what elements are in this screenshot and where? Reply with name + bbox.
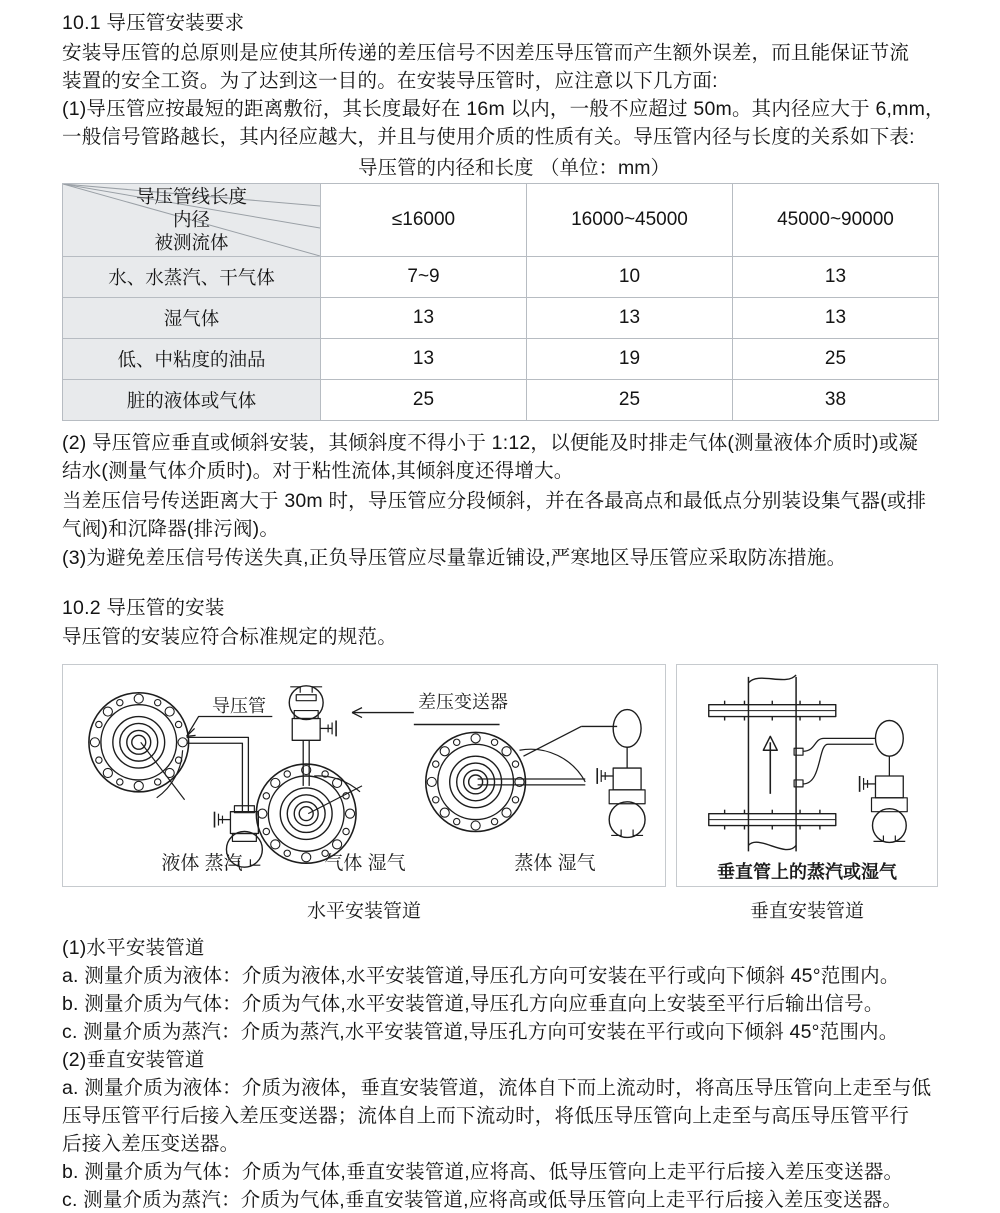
sub-section-2-item-b: b. 测量介质为气体：介质为气体,垂直安装管道,应将高、低导压管向上走平行后接入差压变送器。 xyxy=(62,1161,904,1183)
figure-label-gas-wet: 气体 湿气 xyxy=(324,853,406,874)
table-cell-r4c2: 25 xyxy=(527,380,733,421)
figure-label-liquid-steam: 液体 蒸汽 xyxy=(161,853,243,874)
callout-differential-transmitter: 差压变送器 xyxy=(418,692,508,712)
sub-section-2-item-a-line-2: 压导压管平行后接入差压变送器；流体自上而下流动时，将低压导压管向上走至与高压导压管平行 xyxy=(62,1105,910,1127)
section-10-1-paragraph-3: (1)导压管应按最短的距离敷衍，其长度最好在 16m 以内，一般不应超过 50m。其内径应大于 6,mm， xyxy=(62,98,945,120)
table-cell-r2c1: 13 xyxy=(321,298,527,339)
sub-section-2-item-c: c. 测量介质为蒸汽：介质为气体,垂直安装管道,应将高或低导压管向上走平行后接入差压变送器。 xyxy=(62,1189,903,1211)
table-cell-r2c3: 13 xyxy=(733,298,939,339)
table-row xyxy=(63,298,939,339)
section-10-2-heading: 10.2 导压管的安装 xyxy=(62,597,225,619)
figure-label-steam-wet: 蒸体 湿气 xyxy=(514,853,596,874)
table-row-label-2: 湿气体 xyxy=(63,298,321,339)
table-row-label-3: 低、中粘度的油品 xyxy=(63,339,321,380)
table-cell-r1c1: 7~9 xyxy=(321,257,527,298)
table-cell-r2c2: 13 xyxy=(527,298,733,339)
pipe-dimension-table xyxy=(62,183,939,421)
table-column-header-1: ≤16000 xyxy=(321,184,527,257)
table-row-label-1: 水、水蒸汽、干气体 xyxy=(63,257,321,298)
sub-section-1-heading: (1)水平安装管道 xyxy=(62,937,205,959)
figure-vertical-installation xyxy=(676,664,938,887)
section-10-1-after-paragraph-4: 气阀)和沉降器(排污阀)。 xyxy=(62,518,280,540)
corner-label-fluid: 被测流体 xyxy=(154,232,229,253)
sub-section-1-item-b: b. 测量介质为气体：介质为气体,水平安装管道,导压孔方向应垂直向上安装至平行后输出信号。 xyxy=(62,993,884,1015)
vertical-installation-diagram-icon xyxy=(677,665,937,886)
section-10-1-after-paragraph-3: 当差压信号传送距离大于 30m 时，导压管应分段倾斜，并在各最高点和最低点分别装设集气器(或排 xyxy=(62,490,927,512)
section-10-2-intro: 导压管的安装应符合标准规定的规范。 xyxy=(62,626,397,648)
section-10-1-paragraph-1: 安装导压管的总原则是应使其所传递的差压信号不因差压导压管而产生额外误差，而且能保证节流 xyxy=(62,42,910,64)
section-10-1-paragraph-4: 一般信号管路越长，其内径应越大，并且与使用介质的性质有关。导压管内径与长度的关系如下表: xyxy=(62,126,915,148)
table-row-label-4: 脏的液体或气体 xyxy=(63,380,321,421)
sub-section-1-item-a: a. 测量介质为液体：介质为液体,水平安装管道,导压孔方向可安装在平行或向下倾斜 45°范围内。 xyxy=(62,965,900,987)
table-row xyxy=(63,380,939,421)
table-header-row xyxy=(63,184,939,257)
table-cell-r4c1: 25 xyxy=(321,380,527,421)
table-column-header-3: 45000~90000 xyxy=(733,184,939,257)
table-cell-r3c2: 19 xyxy=(527,339,733,380)
table-cell-r1c2: 10 xyxy=(527,257,733,298)
table-corner-cell xyxy=(63,184,321,257)
section-10-1-after-paragraph-5: (3)为避免差压信号传送失真,正负导压管应尽量靠近铺设,严寒地区导压管应采取防冻措施。 xyxy=(62,547,847,569)
corner-label-length: 导压管线长度 xyxy=(135,186,247,207)
corner-label-diameter: 内径 xyxy=(172,209,210,230)
section-10-1-after-paragraph-2: 结水(测量气体介质时)。对于粘性流体,其倾斜度还得增大。 xyxy=(62,460,574,482)
figure-caption-vertical: 垂直安装管道 xyxy=(749,901,864,922)
table-cell-r1c3: 13 xyxy=(733,257,939,298)
section-10-1-after-paragraph-1: (2) 导压管应垂直或倾斜安装，其倾斜度不得小于 1:12，以便能及时排走气体(测量液体介质时)或凝 xyxy=(62,432,919,454)
section-10-1-heading: 10.1 导压管安装要求 xyxy=(62,12,245,34)
table-row xyxy=(63,339,939,380)
figure-label-vertical-steam-wet: 垂直管上的蒸汽或湿气 xyxy=(717,862,897,882)
sub-section-1-item-c: c. 测量介质为蒸汽：介质为蒸汽,水平安装管道,导压孔方向可安装在平行或向下倾斜 45°范围内。 xyxy=(62,1021,899,1043)
sub-section-2-item-a-line-3: 后接入差压变送器。 xyxy=(62,1133,240,1155)
callout-impulse-pipe: 导压管 xyxy=(212,696,266,716)
sub-section-2-heading: (2)垂直安装管道 xyxy=(62,1049,205,1071)
table-cell-r4c3: 38 xyxy=(733,380,939,421)
table-column-header-2: 16000~45000 xyxy=(527,184,733,257)
section-10-1-paragraph-2: 装置的安全工资。为了达到这一目的。在安装导压管时，应注意以下几方面: xyxy=(62,70,718,92)
table-cell-r3c1: 13 xyxy=(321,339,527,380)
table-row xyxy=(63,257,939,298)
figure-caption-horizontal: 水平安装管道 xyxy=(306,901,421,922)
table-title: 导压管的内径和长度 xyxy=(358,157,534,179)
table-cell-r3c3: 25 xyxy=(733,339,939,380)
sub-section-2-item-a-line-1: a. 测量介质为液体：介质为液体，垂直安装管道，流体自下而上流动时，将高压导压管向上走至与低 xyxy=(62,1077,932,1099)
table-unit: （单位：mm） xyxy=(540,157,670,179)
